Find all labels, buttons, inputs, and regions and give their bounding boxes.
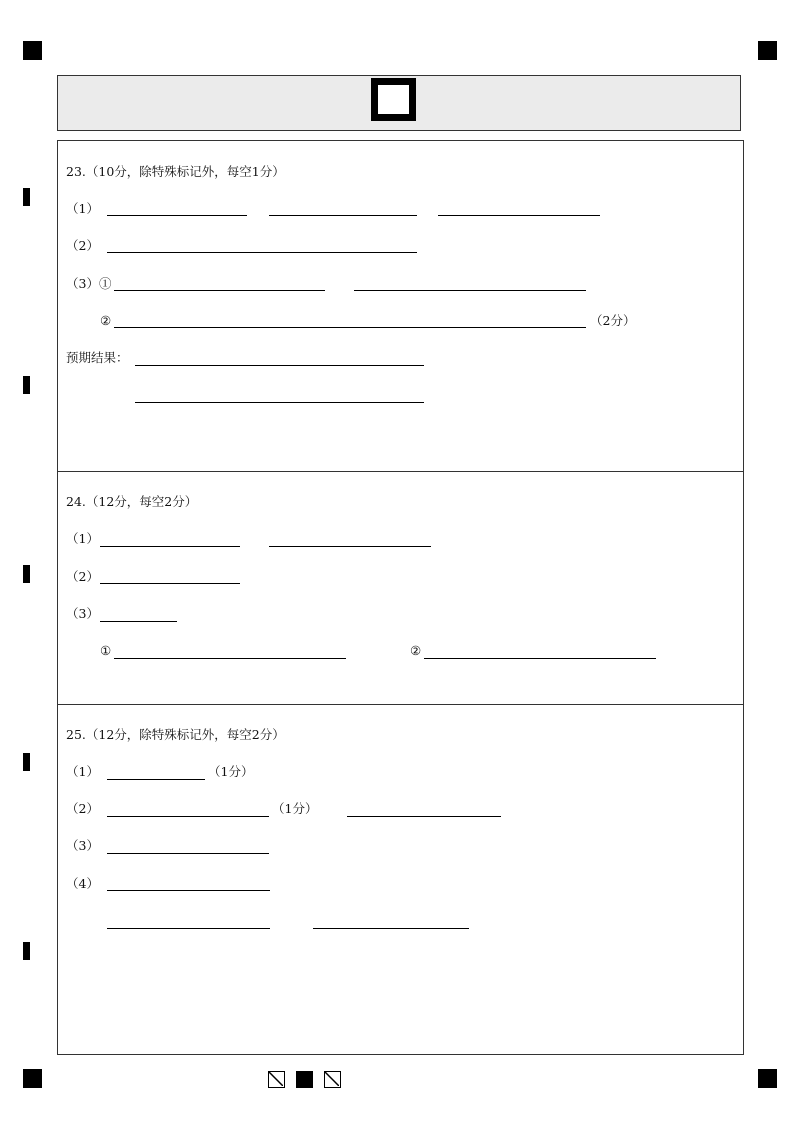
question-25-section — [57, 704, 744, 1055]
q25-part-4-blank-3[interactable] — [313, 928, 469, 929]
corner-mark-bottom-right-icon — [758, 1069, 777, 1088]
question-25-title: 25.（12分，除特殊标记外，每空2分） — [66, 727, 285, 742]
slashed-box-icon — [324, 1071, 341, 1088]
q25-part-1-score: （1分） — [208, 764, 254, 779]
question-24-title: 24.（12分，每空2分） — [66, 494, 198, 509]
q23-part-2-blank[interactable] — [107, 252, 417, 253]
q24-part-1-blank-2[interactable] — [269, 546, 431, 547]
q25-part-4-blank-2[interactable] — [107, 928, 270, 929]
q24-part-2-label: （2） — [66, 569, 99, 584]
timing-mark-icon — [23, 942, 30, 960]
q25-part-4-blank-1[interactable] — [107, 890, 270, 891]
corner-mark-bottom-left-icon — [23, 1069, 42, 1088]
hollow-square-icon — [371, 78, 416, 121]
question-23-title: 23.（10分，除特殊标记外，每空1分） — [66, 164, 285, 179]
q25-part-2-blank-2[interactable] — [347, 816, 501, 817]
q24-part-1-blank-1[interactable] — [100, 546, 240, 547]
q24-part-2-blank[interactable] — [100, 583, 240, 584]
q24-circle-1-blank[interactable] — [114, 658, 346, 659]
question-23-section — [57, 140, 744, 472]
timing-mark-icon — [23, 376, 30, 394]
q23-part-1-label: （1） — [66, 201, 99, 216]
slashed-box-icon — [268, 1071, 285, 1088]
q23-part-3-sub-2-score: （2分） — [590, 313, 636, 328]
corner-mark-top-left-icon — [23, 41, 42, 60]
q23-part-3-label: （3）① — [66, 276, 112, 291]
q25-part-2-score: （1分） — [272, 801, 318, 816]
q23-expected-result-blank-2[interactable] — [135, 402, 424, 403]
q24-part-1-label: （1） — [66, 531, 99, 546]
q23-part-1-blank-2[interactable] — [269, 215, 417, 216]
timing-mark-icon — [23, 188, 30, 206]
q24-circle-2-blank[interactable] — [424, 658, 656, 659]
corner-mark-top-right-icon — [758, 41, 777, 60]
q23-part-3-sub-2-blank[interactable] — [114, 327, 586, 328]
q25-part-2-blank-1[interactable] — [107, 816, 269, 817]
q23-part-2-label: （2） — [66, 238, 99, 253]
timing-mark-icon — [23, 565, 30, 583]
q24-circle-1-label: ① — [100, 643, 112, 658]
q25-part-4-label: （4） — [66, 876, 99, 891]
q24-part-3-label: （3） — [66, 606, 99, 621]
q23-part-3-blank-1[interactable] — [114, 290, 325, 291]
q25-part-3-blank[interactable] — [107, 853, 269, 854]
q25-part-3-label: （3） — [66, 838, 99, 853]
q24-circle-2-label: ② — [410, 643, 422, 658]
q23-part-3-sub-2-label: ② — [100, 313, 112, 328]
q25-part-2-label: （2） — [66, 801, 99, 816]
q25-part-1-blank[interactable] — [107, 779, 205, 780]
timing-mark-icon — [23, 753, 30, 771]
q23-part-3-blank-2[interactable] — [354, 290, 586, 291]
q23-expected-result-blank-1[interactable] — [135, 365, 424, 366]
q24-part-3-blank[interactable] — [100, 621, 177, 622]
q23-expected-result-label: 预期结果： — [66, 350, 129, 365]
solid-box-icon — [296, 1071, 313, 1088]
q23-part-1-blank-1[interactable] — [107, 215, 247, 216]
q23-part-1-blank-3[interactable] — [438, 215, 600, 216]
q25-part-1-label: （1） — [66, 764, 99, 779]
